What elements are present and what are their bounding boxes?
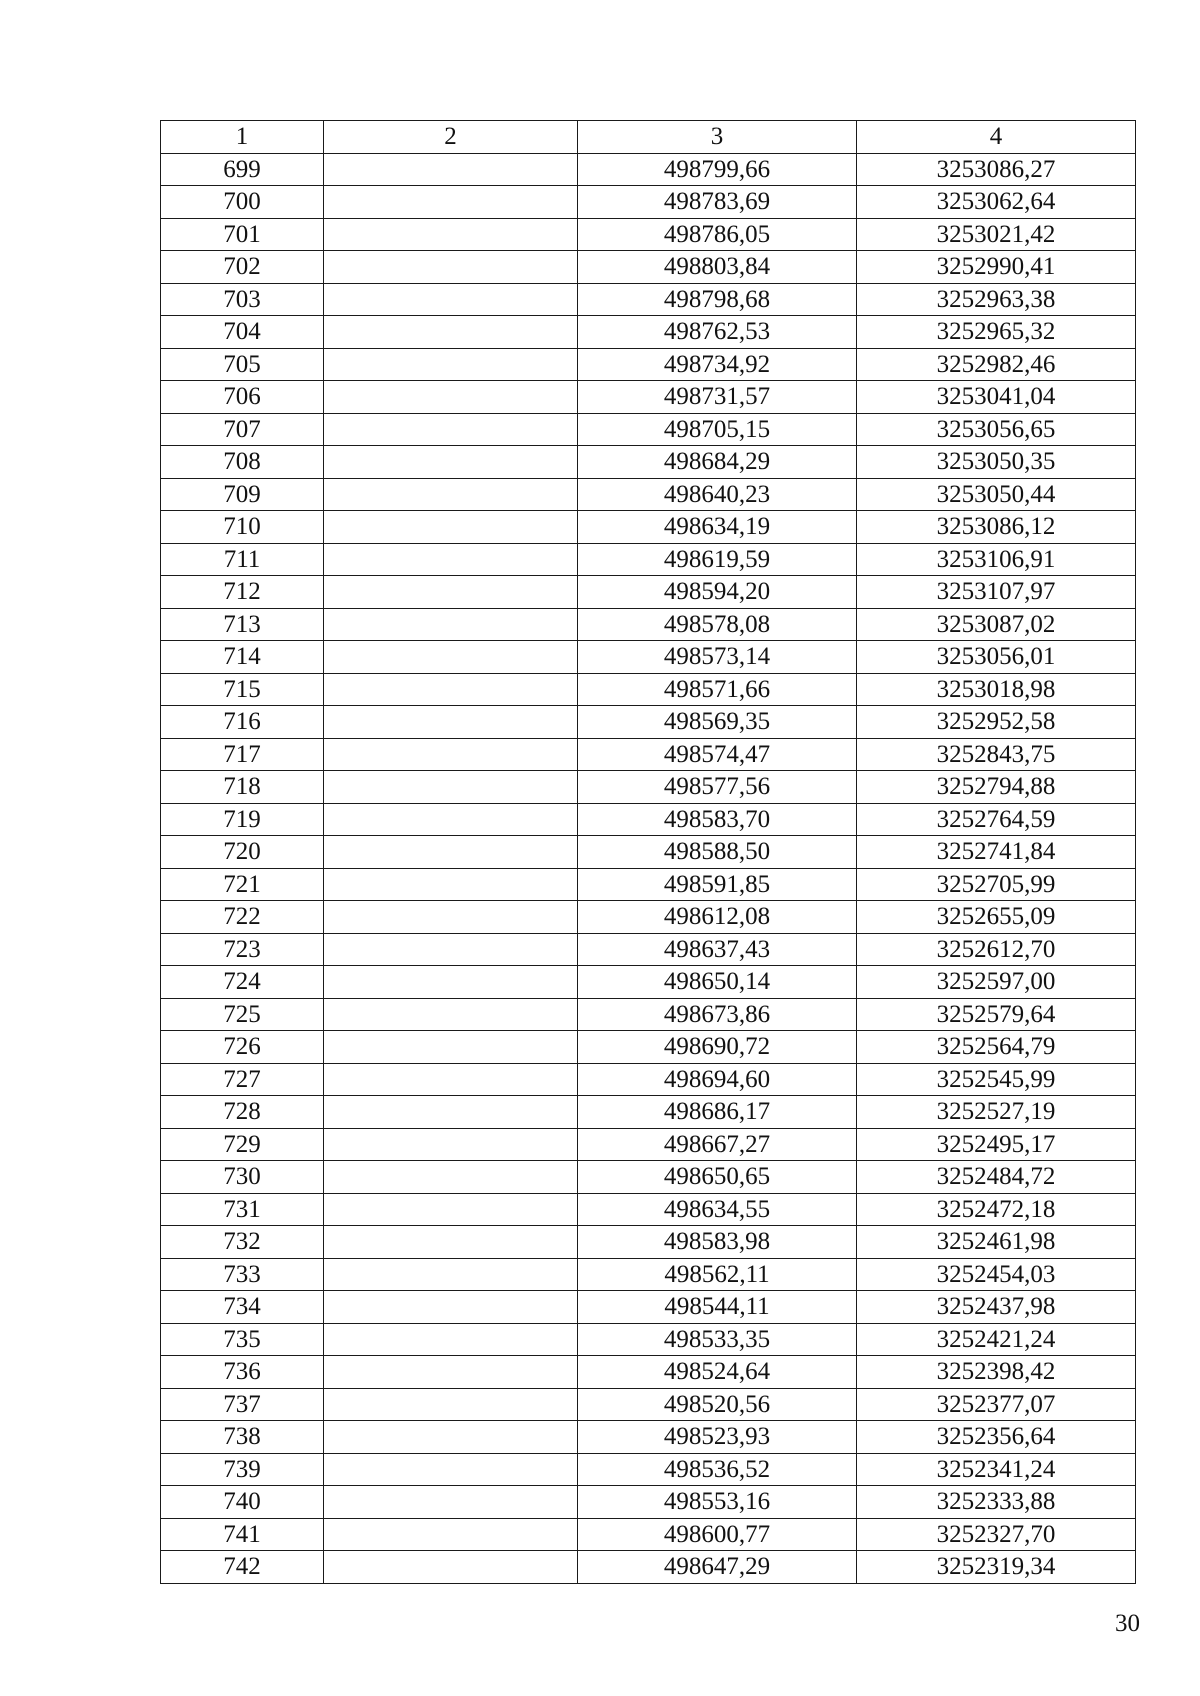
table-row	[161, 836, 1136, 869]
point-number-cell: 706	[161, 381, 324, 414]
table-row	[161, 153, 1136, 186]
y-coordinate-cell: 3252764,59	[857, 803, 1136, 836]
y-coordinate-cell: 3252982,46	[857, 348, 1136, 381]
x-coordinate-cell: 498650,14	[578, 966, 857, 999]
y-coordinate-cell: 3253056,65	[857, 413, 1136, 446]
point-number-cell: 707	[161, 413, 324, 446]
point-number-cell: 703	[161, 283, 324, 316]
y-coordinate-cell: 3253086,27	[857, 153, 1136, 186]
description-cell	[324, 706, 578, 739]
description-cell	[324, 673, 578, 706]
point-number-cell: 700	[161, 186, 324, 219]
table-row	[161, 1258, 1136, 1291]
description-cell	[324, 576, 578, 609]
point-number-cell: 738	[161, 1421, 324, 1454]
description-cell	[324, 1031, 578, 1064]
x-coordinate-cell: 498619,59	[578, 543, 857, 576]
table-row	[161, 1096, 1136, 1129]
table-row	[161, 1388, 1136, 1421]
y-coordinate-cell: 3252655,09	[857, 901, 1136, 934]
x-coordinate-cell: 498637,43	[578, 933, 857, 966]
x-coordinate-cell: 498667,27	[578, 1128, 857, 1161]
x-coordinate-cell: 498634,19	[578, 511, 857, 544]
point-number-cell: 737	[161, 1388, 324, 1421]
x-coordinate-cell: 498634,55	[578, 1193, 857, 1226]
table-row	[161, 1193, 1136, 1226]
table-row	[161, 998, 1136, 1031]
table-header	[161, 121, 1136, 154]
y-coordinate-cell: 3252545,99	[857, 1063, 1136, 1096]
point-number-cell: 708	[161, 446, 324, 479]
x-coordinate-cell: 498783,69	[578, 186, 857, 219]
point-number-cell: 734	[161, 1291, 324, 1324]
point-number-cell: 732	[161, 1226, 324, 1259]
table-row	[161, 186, 1136, 219]
table-row	[161, 868, 1136, 901]
x-coordinate-cell: 498650,65	[578, 1161, 857, 1194]
y-coordinate-cell: 3252377,07	[857, 1388, 1136, 1421]
description-cell	[324, 1096, 578, 1129]
description-cell	[324, 998, 578, 1031]
description-cell	[324, 1421, 578, 1454]
x-coordinate-cell: 498640,23	[578, 478, 857, 511]
point-number-cell: 741	[161, 1518, 324, 1551]
x-coordinate-cell: 498553,16	[578, 1486, 857, 1519]
x-coordinate-cell: 498536,52	[578, 1453, 857, 1486]
description-cell	[324, 771, 578, 804]
x-coordinate-cell: 498524,64	[578, 1356, 857, 1389]
table-row	[161, 1356, 1136, 1389]
point-number-cell: 701	[161, 218, 324, 251]
page-number: 30	[1115, 1610, 1140, 1637]
table-row	[161, 1128, 1136, 1161]
description-cell	[324, 186, 578, 219]
y-coordinate-cell: 3252794,88	[857, 771, 1136, 804]
y-coordinate-cell: 3252579,64	[857, 998, 1136, 1031]
y-coordinate-cell: 3252461,98	[857, 1226, 1136, 1259]
table-row	[161, 933, 1136, 966]
x-coordinate-cell: 498799,66	[578, 153, 857, 186]
point-number-cell: 728	[161, 1096, 324, 1129]
x-coordinate-cell: 498574,47	[578, 738, 857, 771]
point-number-cell: 719	[161, 803, 324, 836]
table-row	[161, 1291, 1136, 1324]
point-number-cell: 726	[161, 1031, 324, 1064]
point-number-cell: 733	[161, 1258, 324, 1291]
point-number-cell: 702	[161, 251, 324, 284]
y-coordinate-cell: 3253056,01	[857, 641, 1136, 674]
x-coordinate-cell: 498686,17	[578, 1096, 857, 1129]
point-number-cell: 711	[161, 543, 324, 576]
y-coordinate-cell: 3253106,91	[857, 543, 1136, 576]
y-coordinate-cell: 3252472,18	[857, 1193, 1136, 1226]
x-coordinate-cell: 498583,98	[578, 1226, 857, 1259]
table-row	[161, 673, 1136, 706]
table-row	[161, 478, 1136, 511]
x-coordinate-cell: 498734,92	[578, 348, 857, 381]
point-number-cell: 729	[161, 1128, 324, 1161]
description-cell	[324, 966, 578, 999]
point-number-cell: 730	[161, 1161, 324, 1194]
x-coordinate-cell: 498803,84	[578, 251, 857, 284]
description-cell	[324, 543, 578, 576]
x-coordinate-cell: 498520,56	[578, 1388, 857, 1421]
point-number-cell: 716	[161, 706, 324, 739]
x-coordinate-cell: 498577,56	[578, 771, 857, 804]
y-coordinate-cell: 3252612,70	[857, 933, 1136, 966]
y-coordinate-cell: 3252398,42	[857, 1356, 1136, 1389]
y-coordinate-cell: 3253062,64	[857, 186, 1136, 219]
y-coordinate-cell: 3252990,41	[857, 251, 1136, 284]
y-coordinate-cell: 3252843,75	[857, 738, 1136, 771]
description-cell	[324, 1518, 578, 1551]
description-cell	[324, 1226, 578, 1259]
point-number-cell: 731	[161, 1193, 324, 1226]
table-row	[161, 283, 1136, 316]
y-coordinate-cell: 3253050,35	[857, 446, 1136, 479]
x-coordinate-cell: 498612,08	[578, 901, 857, 934]
description-cell	[324, 1551, 578, 1584]
table-row	[161, 1063, 1136, 1096]
header-cell-4: 4	[857, 121, 1136, 154]
table-row	[161, 1031, 1136, 1064]
y-coordinate-cell: 3252564,79	[857, 1031, 1136, 1064]
header-cell-2: 2	[324, 121, 578, 154]
description-cell	[324, 1291, 578, 1324]
x-coordinate-cell: 498600,77	[578, 1518, 857, 1551]
table-row	[161, 771, 1136, 804]
y-coordinate-cell: 3252705,99	[857, 868, 1136, 901]
point-number-cell: 704	[161, 316, 324, 349]
description-cell	[324, 1388, 578, 1421]
point-number-cell: 713	[161, 608, 324, 641]
point-number-cell: 717	[161, 738, 324, 771]
point-number-cell: 740	[161, 1486, 324, 1519]
y-coordinate-cell: 3252963,38	[857, 283, 1136, 316]
x-coordinate-cell: 498562,11	[578, 1258, 857, 1291]
x-coordinate-cell: 498573,14	[578, 641, 857, 674]
y-coordinate-cell: 3253107,97	[857, 576, 1136, 609]
x-coordinate-cell: 498798,68	[578, 283, 857, 316]
table-row	[161, 1323, 1136, 1356]
description-cell	[324, 868, 578, 901]
y-coordinate-cell: 3252741,84	[857, 836, 1136, 869]
x-coordinate-cell: 498533,35	[578, 1323, 857, 1356]
point-number-cell: 721	[161, 868, 324, 901]
point-number-cell: 722	[161, 901, 324, 934]
point-number-cell: 720	[161, 836, 324, 869]
x-coordinate-cell: 498786,05	[578, 218, 857, 251]
description-cell	[324, 1323, 578, 1356]
y-coordinate-cell: 3252495,17	[857, 1128, 1136, 1161]
point-number-cell: 712	[161, 576, 324, 609]
point-number-cell: 714	[161, 641, 324, 674]
description-cell	[324, 803, 578, 836]
table-row	[161, 316, 1136, 349]
y-coordinate-cell: 3252333,88	[857, 1486, 1136, 1519]
table-row	[161, 608, 1136, 641]
description-cell	[324, 1161, 578, 1194]
description-cell	[324, 1193, 578, 1226]
description-cell	[324, 316, 578, 349]
table-row	[161, 413, 1136, 446]
y-coordinate-cell: 3253050,44	[857, 478, 1136, 511]
table-row	[161, 641, 1136, 674]
description-cell	[324, 446, 578, 479]
header-cell-1: 1	[161, 121, 324, 154]
table-row	[161, 446, 1136, 479]
point-number-cell: 724	[161, 966, 324, 999]
x-coordinate-cell: 498569,35	[578, 706, 857, 739]
header-cell-3: 3	[578, 121, 857, 154]
y-coordinate-cell: 3253086,12	[857, 511, 1136, 544]
x-coordinate-cell: 498591,85	[578, 868, 857, 901]
point-number-cell: 718	[161, 771, 324, 804]
description-cell	[324, 1128, 578, 1161]
point-number-cell: 709	[161, 478, 324, 511]
description-cell	[324, 933, 578, 966]
point-number-cell: 742	[161, 1551, 324, 1584]
y-coordinate-cell: 3252965,32	[857, 316, 1136, 349]
point-number-cell: 723	[161, 933, 324, 966]
description-cell	[324, 283, 578, 316]
y-coordinate-cell: 3252341,24	[857, 1453, 1136, 1486]
description-cell	[324, 218, 578, 251]
x-coordinate-cell: 498705,15	[578, 413, 857, 446]
x-coordinate-cell: 498694,60	[578, 1063, 857, 1096]
description-cell	[324, 641, 578, 674]
description-cell	[324, 511, 578, 544]
y-coordinate-cell: 3252319,34	[857, 1551, 1136, 1584]
description-cell	[324, 901, 578, 934]
y-coordinate-cell: 3252356,64	[857, 1421, 1136, 1454]
point-number-cell: 735	[161, 1323, 324, 1356]
table-row	[161, 218, 1136, 251]
table-row	[161, 706, 1136, 739]
y-coordinate-cell: 3252454,03	[857, 1258, 1136, 1291]
x-coordinate-cell: 498583,70	[578, 803, 857, 836]
point-number-cell: 710	[161, 511, 324, 544]
description-cell	[324, 251, 578, 284]
table-row	[161, 966, 1136, 999]
x-coordinate-cell: 498523,93	[578, 1421, 857, 1454]
table-row	[161, 901, 1136, 934]
y-coordinate-cell: 3252437,98	[857, 1291, 1136, 1324]
x-coordinate-cell: 498588,50	[578, 836, 857, 869]
y-coordinate-cell: 3252952,58	[857, 706, 1136, 739]
description-cell	[324, 1453, 578, 1486]
y-coordinate-cell: 3252327,70	[857, 1518, 1136, 1551]
y-coordinate-cell: 3252484,72	[857, 1161, 1136, 1194]
x-coordinate-cell: 498762,53	[578, 316, 857, 349]
point-number-cell: 736	[161, 1356, 324, 1389]
point-number-cell: 705	[161, 348, 324, 381]
x-coordinate-cell: 498578,08	[578, 608, 857, 641]
table-row	[161, 1453, 1136, 1486]
description-cell	[324, 413, 578, 446]
point-number-cell: 727	[161, 1063, 324, 1096]
y-coordinate-cell: 3253018,98	[857, 673, 1136, 706]
table-row	[161, 511, 1136, 544]
table-row	[161, 1226, 1136, 1259]
point-number-cell: 725	[161, 998, 324, 1031]
description-cell	[324, 608, 578, 641]
table-row	[161, 348, 1136, 381]
table-row	[161, 251, 1136, 284]
x-coordinate-cell: 498731,57	[578, 381, 857, 414]
y-coordinate-cell: 3253041,04	[857, 381, 1136, 414]
y-coordinate-cell: 3252597,00	[857, 966, 1136, 999]
description-cell	[324, 1486, 578, 1519]
point-number-cell: 715	[161, 673, 324, 706]
table-row	[161, 1518, 1136, 1551]
description-cell	[324, 381, 578, 414]
y-coordinate-cell: 3253087,02	[857, 608, 1136, 641]
description-cell	[324, 1063, 578, 1096]
table-row	[161, 738, 1136, 771]
table-body	[161, 153, 1136, 1583]
table-row	[161, 1421, 1136, 1454]
x-coordinate-cell: 498673,86	[578, 998, 857, 1031]
header-row	[161, 121, 1136, 154]
x-coordinate-cell: 498647,29	[578, 1551, 857, 1584]
x-coordinate-cell: 498690,72	[578, 1031, 857, 1064]
y-coordinate-cell: 3253021,42	[857, 218, 1136, 251]
coordinates-table	[160, 120, 1136, 1584]
description-cell	[324, 153, 578, 186]
table-row	[161, 803, 1136, 836]
description-cell	[324, 478, 578, 511]
point-number-cell: 699	[161, 153, 324, 186]
x-coordinate-cell: 498544,11	[578, 1291, 857, 1324]
table-row	[161, 543, 1136, 576]
table-row	[161, 1551, 1136, 1584]
point-number-cell: 739	[161, 1453, 324, 1486]
description-cell	[324, 1258, 578, 1291]
description-cell	[324, 836, 578, 869]
table-row	[161, 1486, 1136, 1519]
y-coordinate-cell: 3252527,19	[857, 1096, 1136, 1129]
y-coordinate-cell: 3252421,24	[857, 1323, 1136, 1356]
table-row	[161, 1161, 1136, 1194]
description-cell	[324, 348, 578, 381]
table-row	[161, 381, 1136, 414]
x-coordinate-cell: 498594,20	[578, 576, 857, 609]
description-cell	[324, 1356, 578, 1389]
table-row	[161, 576, 1136, 609]
x-coordinate-cell: 498684,29	[578, 446, 857, 479]
description-cell	[324, 738, 578, 771]
x-coordinate-cell: 498571,66	[578, 673, 857, 706]
